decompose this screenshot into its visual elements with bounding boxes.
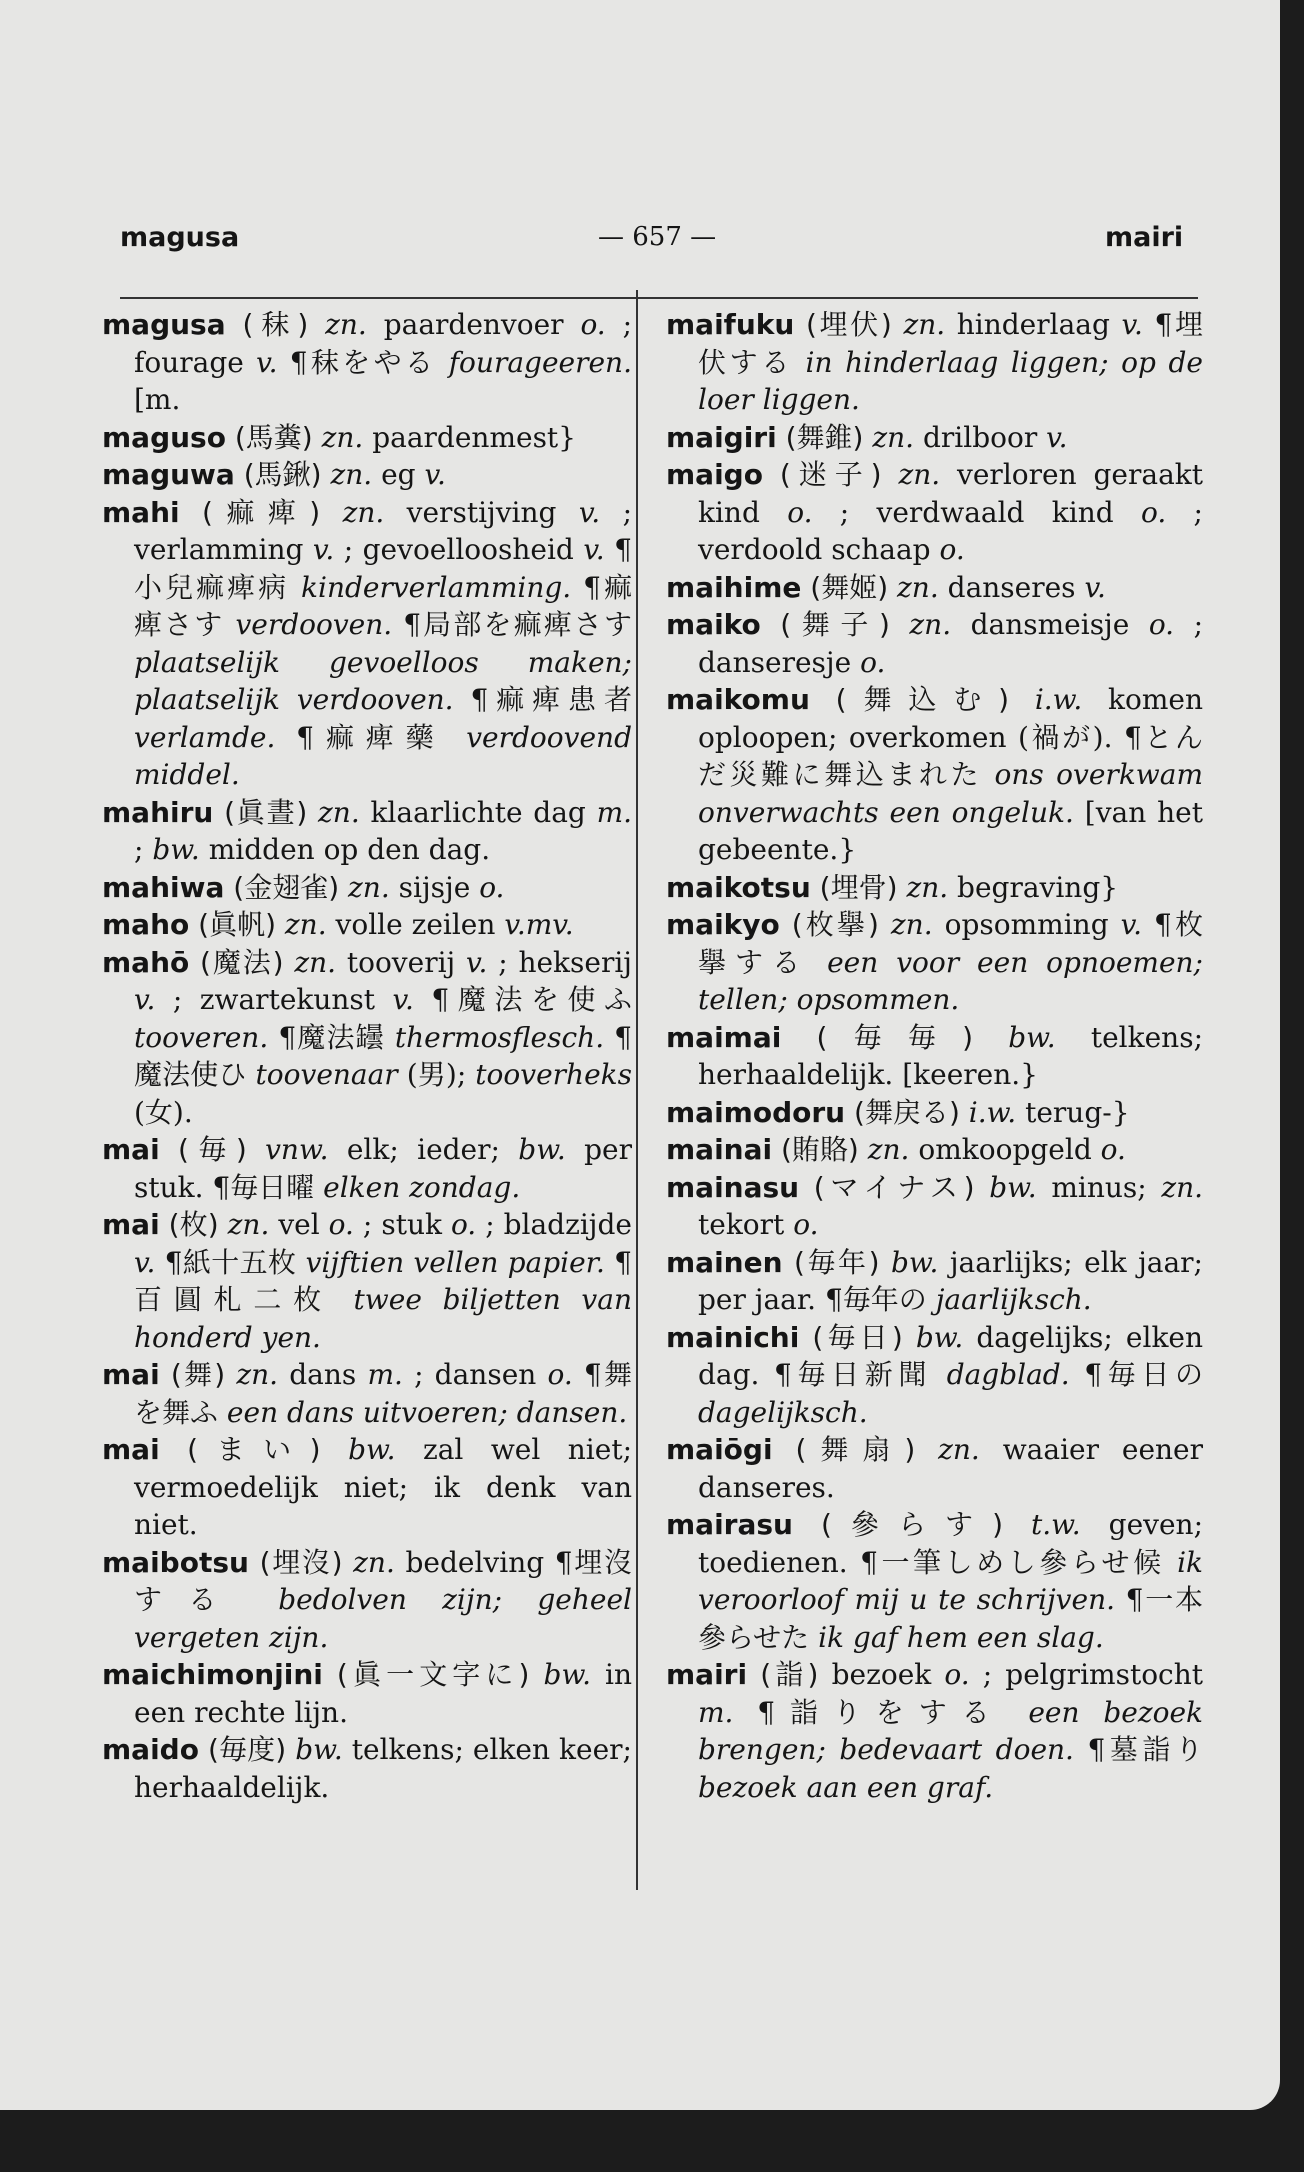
entry-headword: mairasu [666, 1508, 793, 1541]
entry-text: zal wel niet; vermoedelijk niet; ik denk van niet. [134, 1433, 633, 1541]
entry-grammar-label: zn. [227, 1208, 270, 1241]
entry-text: ; verlamming [134, 495, 633, 566]
entry-text: ; dansen [414, 1358, 537, 1391]
entry-text: jaarlijks; elk jaar; per jaar. ¶毎年の [698, 1245, 1203, 1316]
entry-text: ¶一本參らせた [698, 1583, 1203, 1654]
entry-example-translation: toovenaar [255, 1058, 398, 1091]
entry-grammar-label: o. [328, 1208, 354, 1241]
entry-text: dans [289, 1358, 357, 1391]
entry-text: per stuk. ¶毎日曜 [134, 1133, 632, 1204]
entry-example-translation: tooverheks [475, 1058, 632, 1091]
entry-example-translation: tooveren. [134, 1020, 269, 1054]
entry-grammar-label: v.mv. [504, 908, 574, 941]
entry-example-translation: vijftien vellen papier. [305, 1245, 605, 1279]
entry-grammar-label: bw. [1008, 1020, 1056, 1054]
dictionary-entry [666, 1506, 1203, 1656]
entry-example-translation: een bezoek brengen; bedevaart doen. [698, 1695, 1203, 1766]
dictionary-entry [102, 494, 632, 794]
entry-text: ¶埋伏する [698, 308, 1203, 379]
entry-text: elk; ieder; [346, 1133, 500, 1166]
entry-example-translation: ons overkwam onverwachts een ongeluk. [698, 758, 1203, 829]
dictionary-entry [666, 906, 1203, 1019]
entry-kanji: (眞帆) [198, 908, 277, 941]
dictionary-entry [102, 1731, 632, 1806]
entry-kanji: (舞扇) [795, 1433, 916, 1466]
entry-grammar-label: v. [583, 533, 605, 566]
entry-example-translation: twee biljetten van honderd yen. [134, 1283, 632, 1354]
header-right-guide-word: mairi [1105, 222, 1184, 253]
entry-headword: maiōgi [666, 1433, 773, 1466]
entry-text: vel [278, 1208, 320, 1241]
entry-grammar-label: zn. [906, 870, 949, 904]
entry-example-translation: een dans uitvoeren; dansen. [226, 1395, 628, 1429]
entry-text: midden op den dag. [208, 833, 491, 866]
entry-example-translation: fouragееren. [448, 345, 632, 379]
entry-grammar-label: bw. [152, 833, 200, 866]
entry-text: ¶毎日の [1084, 1358, 1203, 1391]
dictionary-entry [666, 1431, 1203, 1506]
entry-headword: mainichi [666, 1320, 800, 1354]
entry-kanji: (埋沒) [259, 1545, 343, 1579]
entry-example-translation: dagelijksch. [698, 1395, 868, 1429]
entry-text: omkoopgeld [918, 1133, 1092, 1166]
entry-grammar-label: bw. [890, 1245, 939, 1279]
entry-headword: mai [102, 1358, 160, 1391]
dictionary-entry [102, 1544, 632, 1657]
entry-text: ¶痲痺さす [134, 570, 632, 641]
entry-text: ; fourage [134, 308, 633, 379]
entry-example-translation: kinderverlamming. [301, 570, 572, 604]
entry-text: ¶痲痺藥 [296, 720, 446, 754]
entry-example-translation: verdoovend middel. [134, 720, 632, 791]
entry-text: geven; toedienen. ¶一筆しめし參らせ候 [698, 1508, 1204, 1579]
entry-text: ; [134, 833, 144, 866]
entry-text: (女). [134, 1095, 193, 1129]
entry-grammar-label: o. [547, 1358, 573, 1391]
dictionary-entry [666, 1656, 1203, 1806]
entry-text: ; danseresje [698, 608, 1204, 679]
entry-text: ¶紙十五枚 [164, 1245, 297, 1279]
entry-headword: maigiri [666, 420, 777, 454]
entry-text: dagelijks; elken dag. ¶毎日新聞 [698, 1320, 1204, 1391]
entry-example-translation: in hinderlaag liggen; op de loer liggen. [698, 345, 1203, 416]
entry-text: ¶魔法罎 [278, 1020, 385, 1054]
entry-grammar-label: v. [1121, 308, 1143, 341]
entry-example-translation: verlamde. [134, 720, 276, 754]
entry-grammar-label: v. [1084, 570, 1106, 604]
entry-headword: mainai [666, 1133, 773, 1166]
entry-text: telkens; elken keer; herhaaldelijk. [134, 1733, 632, 1804]
entry-headword: mai [102, 1133, 160, 1166]
dictionary-entry [666, 1094, 1203, 1132]
entry-text: ; pelgrimstocht [982, 1658, 1204, 1691]
entry-text: paardenmest} [372, 420, 576, 454]
entry-example-translation: ik gaf hem een slag. [818, 1620, 1104, 1654]
entry-kanji: (毎年) [793, 1245, 880, 1279]
entry-text: opsomming [944, 908, 1109, 941]
entry-kanji: (埋伏) [805, 308, 892, 341]
entry-grammar-label: v. [1046, 420, 1068, 454]
right-column [666, 306, 1203, 1806]
entry-kanji: (舞姬) [810, 570, 889, 604]
entry-grammar-label: v. [312, 533, 335, 566]
entry-example-translation: jaarlijksch. [935, 1283, 1092, 1316]
entry-text: ; stuk [362, 1208, 442, 1241]
entry-text: verloren geraakt kind [698, 458, 1203, 529]
entry-grammar-label: o. [1148, 608, 1175, 641]
entry-grammar-label: zn. [903, 308, 946, 341]
dictionary-entry [666, 419, 1203, 457]
entry-example-translation: plaatselijk gevoelloos maken; plaatselijk verdooven. [134, 645, 632, 716]
entry-kanji: (秣) [242, 308, 309, 341]
entry-text: ¶舞を舞ふ [134, 1358, 632, 1429]
entry-text: in een rechte lijn. [134, 1658, 633, 1729]
page-number: — 657 — [598, 222, 717, 252]
entry-kanji: (舞込む) [835, 683, 1010, 716]
entry-text: ; zwartekunst [172, 983, 376, 1016]
dictionary-entry [102, 944, 632, 1132]
entry-text: volle zeilen [335, 908, 496, 941]
dictionary-entry [666, 606, 1203, 681]
entry-text: ¶小兒痲痺病 [134, 533, 632, 604]
entry-text: hinderlaag [956, 308, 1110, 341]
entry-grammar-label: zn. [898, 458, 941, 491]
entry-text: eg [381, 458, 416, 491]
entry-text: ; hekserij [498, 945, 632, 979]
entry-text: begraving} [957, 870, 1119, 904]
entry-headword: maigo [666, 458, 763, 491]
entry-headword: mahi [102, 495, 180, 529]
entry-text: sijsje [398, 870, 471, 904]
entry-grammar-label: zn. [321, 420, 364, 454]
entry-text: ¶枚擧する [698, 908, 1203, 979]
entry-kanji: (枚擧) [791, 908, 879, 941]
entry-kanji: (まい) [187, 1433, 321, 1466]
entry-text: ¶局部を痲痺さす [403, 608, 632, 641]
entry-text: paardenvoer [383, 308, 564, 341]
entry-example-translation: bedolven zijn; geheel vergeten zijn. [134, 1583, 632, 1654]
entry-grammar-label: bw. [543, 1658, 591, 1691]
entry-text: dansmeisje [970, 608, 1130, 641]
entry-example-translation: verdooven. [235, 608, 393, 641]
entry-grammar-label: m. [596, 795, 633, 829]
entry-headword: maikomu [666, 683, 810, 716]
entry-kanji: (毎毎) [816, 1020, 974, 1054]
header-rule [120, 297, 1198, 299]
entry-grammar-label: bw. [518, 1133, 566, 1166]
entry-text: verstijving [406, 495, 557, 529]
entry-grammar-label: o. [793, 1208, 819, 1241]
entry-grammar-label: i.w. [1034, 683, 1083, 716]
entry-kanji: (マイナス) [813, 1170, 975, 1204]
entry-grammar-label: bw. [915, 1320, 964, 1354]
header-left-guide-word: magusa [120, 222, 240, 253]
entry-text: tekort [698, 1208, 785, 1241]
entry-grammar-label: i.w. [968, 1095, 1017, 1129]
entry-text: ¶痲痺患者 [470, 683, 632, 716]
entry-text: ¶百圓札二枚 [134, 1245, 632, 1316]
dictionary-entry [666, 569, 1203, 607]
entry-text: ¶魔法を使ふ [431, 983, 633, 1016]
entry-headword: maihime [666, 570, 802, 604]
entry-example-translation: een voor een opnoemen; tellen; opsommen. [698, 945, 1203, 1016]
entry-kanji: (賄賂) [781, 1133, 859, 1166]
entry-text: [van het gebeente.} [698, 795, 1204, 866]
entry-grammar-label: o. [580, 308, 606, 341]
dictionary-entry [666, 306, 1203, 419]
entry-grammar-label: zn. [890, 908, 933, 941]
entry-grammar-label: bw. [348, 1433, 396, 1466]
entry-text: telkens; herhaaldelijk. [698, 1020, 1204, 1091]
entry-text: ¶秣をやる [289, 345, 437, 379]
entry-grammar-label: o. [450, 1208, 477, 1241]
entry-headword: maguso [102, 420, 226, 454]
entry-grammar-label: v. [578, 495, 601, 529]
page-header [0, 222, 1280, 262]
entry-text: minus; [1051, 1170, 1147, 1204]
entry-headword: mai [102, 1433, 160, 1466]
entry-kanji: (參らす) [820, 1508, 1004, 1541]
entry-headword: mahiwa [102, 870, 225, 904]
entry-text: klaarlichte dag [370, 795, 586, 829]
entry-kanji: (埋骨) [819, 870, 898, 904]
entry-kanji: (魔法) [200, 945, 284, 979]
entry-grammar-label: o. [860, 645, 886, 679]
dictionary-entry [102, 794, 632, 869]
entry-example-translation: elken zondag. [323, 1170, 521, 1204]
entry-headword: maifuku [666, 308, 795, 341]
entry-kanji: (毎度) [207, 1733, 287, 1766]
entry-grammar-label: zn. [1161, 1170, 1204, 1204]
entry-grammar-label: vnw. [265, 1133, 329, 1166]
entry-kanji: (眞一文字に) [336, 1658, 530, 1691]
dictionary-entry [102, 1656, 632, 1731]
entry-grammar-label: zn. [294, 945, 337, 979]
entry-example-translation: ik veroorloof mij u te schrijven. [698, 1545, 1203, 1616]
entry-grammar-label: zn. [342, 495, 385, 529]
entry-text: tooverij [346, 945, 456, 979]
entry-kanji: (迷子) [779, 458, 882, 491]
entry-grammar-label: zn. [872, 420, 915, 454]
entry-grammar-label: o. [787, 495, 813, 529]
entry-grammar-label: zn. [909, 608, 952, 641]
entry-grammar-label: m. [698, 1695, 734, 1729]
entry-text: bedelving ¶埋沒する [134, 1545, 633, 1616]
entry-text: waaier eener danseres. [698, 1433, 1203, 1504]
entry-example-translation: thermosflesch. [394, 1020, 605, 1054]
entry-grammar-label: t.w. [1030, 1508, 1081, 1541]
left-column [102, 306, 632, 1806]
entry-kanji: (舞戻る) [854, 1095, 960, 1129]
entry-example-translation: bezoek aan een graf. [698, 1770, 994, 1804]
dictionary-entry [666, 1019, 1203, 1094]
entry-headword: maimai [666, 1020, 782, 1054]
entry-headword: mahō [102, 945, 190, 979]
dictionary-entry [102, 869, 632, 907]
entry-text: terug-} [1025, 1095, 1130, 1129]
dictionary-entry [102, 1131, 632, 1206]
dictionary-entry [102, 1206, 632, 1356]
dictionary-entry [666, 1319, 1203, 1432]
entry-headword: mainen [666, 1245, 783, 1279]
dictionary-entry [102, 906, 632, 944]
entry-text: danseres [947, 570, 1076, 604]
entry-grammar-label: o. [479, 870, 505, 904]
entry-kanji: (馬鍬) [243, 458, 322, 491]
entry-headword: mai [102, 1208, 160, 1241]
entry-headword: maibotsu [102, 1545, 249, 1579]
entry-text: ¶墓詣り [1087, 1733, 1203, 1766]
entry-grammar-label: zn. [284, 908, 327, 941]
entry-text: ; bladzijde [485, 1208, 632, 1241]
entry-kanji: (舞錐) [785, 420, 864, 454]
entry-grammar-label: zn. [867, 1133, 910, 1166]
column-divider [636, 290, 638, 1890]
entry-grammar-label: o. [1140, 495, 1167, 529]
entry-grammar-label: v. [134, 1245, 156, 1279]
dictionary-entry [102, 1431, 632, 1544]
entry-grammar-label: o. [944, 1658, 970, 1691]
entry-kanji: (眞晝) [224, 795, 308, 829]
entry-headword: maguwa [102, 458, 235, 491]
entry-headword: maido [102, 1733, 199, 1766]
entry-grammar-label: v. [134, 983, 156, 1016]
dictionary-entry [102, 306, 632, 419]
dictionary-entry [666, 1131, 1203, 1169]
entry-kanji: (枚) [168, 1208, 219, 1241]
entry-grammar-label: zn. [938, 1433, 980, 1466]
entry-headword: mainasu [666, 1170, 800, 1204]
entry-example-translation: dagblad. [946, 1358, 1070, 1391]
entry-text: komen oploopen; overkomen (禍が). ¶とんだ災難に舞込まれた [698, 683, 1203, 791]
entry-grammar-label: zn. [325, 308, 367, 341]
entry-kanji: (毎) [178, 1133, 247, 1166]
entry-grammar-label: v. [466, 945, 488, 979]
dictionary-entry [102, 1356, 632, 1431]
entry-kanji: (詣) [760, 1658, 819, 1691]
entry-text: ; gevoelloosheid [343, 533, 574, 566]
entry-text: ¶詣りをする [757, 1695, 1005, 1729]
dictionary-entry [666, 681, 1203, 869]
entry-grammar-label: zn. [318, 795, 360, 829]
entry-grammar-label: o. [1100, 1133, 1126, 1166]
dictionary-entry [102, 419, 632, 457]
entry-kanji: (金翅雀) [233, 870, 340, 904]
entry-grammar-label: v. [424, 458, 446, 491]
entry-headword: maikyo [666, 908, 780, 941]
entry-text: bezoek [831, 1658, 932, 1691]
entry-headword: maho [102, 908, 190, 941]
dictionary-entry [666, 1244, 1203, 1319]
entry-grammar-label: o. [939, 533, 965, 566]
entry-headword: mairi [666, 1658, 748, 1691]
entry-kanji: (毎日) [812, 1320, 903, 1354]
dictionary-entry [666, 456, 1203, 569]
entry-text: ; verdwaald kind [839, 495, 1114, 529]
entry-kanji: (痲痺) [201, 495, 321, 529]
entry-grammar-label: v. [256, 345, 278, 379]
entry-headword: maikotsu [666, 870, 811, 904]
entry-text: [m. [134, 383, 181, 416]
entry-kanji: (馬糞) [234, 420, 313, 454]
entry-headword: maiko [666, 608, 761, 641]
entry-grammar-label: zn. [353, 1545, 395, 1579]
entry-grammar-label: v. [392, 983, 414, 1016]
entry-kanji: (舞) [170, 1358, 226, 1391]
entry-grammar-label: m. [367, 1358, 403, 1391]
entry-grammar-label: zn. [897, 570, 939, 604]
entry-grammar-label: bw. [989, 1170, 1037, 1204]
entry-headword: mahiru [102, 795, 214, 829]
entry-headword: magusa [102, 308, 226, 341]
entry-text: ; verdoold schaap [698, 495, 1203, 566]
entry-grammar-label: bw. [295, 1733, 343, 1766]
dictionary-entry [666, 869, 1203, 907]
entry-headword: maimodoru [666, 1095, 846, 1129]
entry-grammar-label: zn. [236, 1358, 279, 1391]
entry-kanji: (舞子) [780, 608, 890, 641]
dictionary-entry [666, 1169, 1203, 1244]
entry-text: ¶魔法使ひ [134, 1020, 632, 1091]
entry-text: drilboor [922, 420, 1038, 454]
entry-text: [keeren.} [902, 1058, 1038, 1091]
entry-grammar-label: v. [1120, 908, 1143, 941]
entry-headword: maichimonjini [102, 1658, 323, 1691]
entry-grammar-label: zn. [348, 870, 390, 904]
entry-text: (男); [406, 1058, 467, 1091]
entry-grammar-label: zn. [330, 458, 373, 491]
dictionary-entry [102, 456, 632, 494]
